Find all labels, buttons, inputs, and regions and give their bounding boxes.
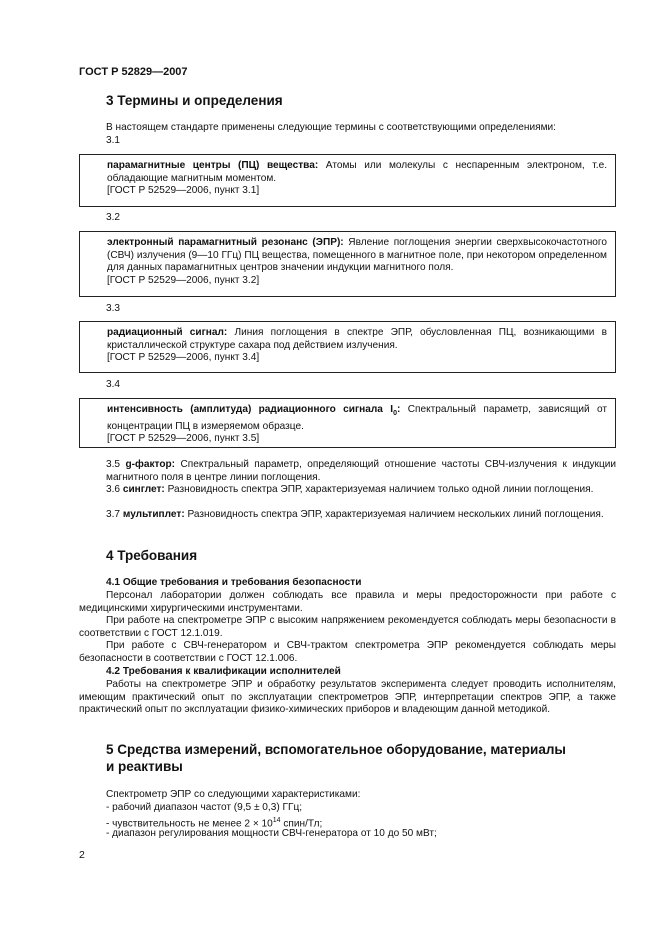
term-subscript: 0 xyxy=(393,410,397,418)
term-box xyxy=(79,231,616,297)
page-number: 2 xyxy=(79,849,85,861)
item-term: g-фактор: xyxy=(125,459,176,470)
term-reference: [ГОСТ Р 52529—2006, пункт 3.2] xyxy=(107,274,260,286)
list-item-text: - чувствительность не менее 2 × 10 xyxy=(106,818,273,830)
term-number: 3.4 xyxy=(106,379,121,390)
section-3-intro: В настоящем стандарте применены следующие термины с соответствующими определениями: xyxy=(106,122,556,133)
item-number: 3.6 xyxy=(106,484,121,495)
term-definition: Явление поглощения энергии сверхвысокочастотного (СВЧ) излучения (9—10 ГГц) ПЦ вещества, помещенного в магнитное поле, при некотором определенном для данных парамагнитных центров значении индукции магнитного поля. xyxy=(107,237,607,273)
section-5-title-line-1: 5 Средства измерений, вспомогательное оборудование, материалы xyxy=(106,742,566,757)
exponent: 14 xyxy=(272,817,281,824)
subsection-4-1-title: 4.1 Общие требования и требования безопасности xyxy=(106,577,362,588)
term-name: радиационный сигнал: xyxy=(107,327,228,338)
term-definition: Линия поглощения в спектре ЭПР, обусловленная ПЦ, возникающими в кристаллической структуре сахара под действием излучения. xyxy=(107,327,607,351)
subsection-4-2-title: 4.2 Требования к квалификации исполнителей xyxy=(106,666,341,677)
term-reference: [ГОСТ Р 52529—2006, пункт 3.5] xyxy=(107,433,260,445)
paragraph: При работе на спектрометре ЭПР с высоким напряжением рекомендуется соблюдать меры безопасности в соответствии с ГОСТ 12.1.019. xyxy=(79,615,616,639)
item-definition: Разновидность спектра ЭПР, характеризуемая наличием нескольких линий поглощения. xyxy=(184,509,604,520)
section-5-title-line-2: и реактивы xyxy=(106,759,183,774)
term-definition: Спектральный параметр, зависящий от концентрации ПЦ в измеряемом образце. xyxy=(107,404,607,432)
paragraph: Спектрометр ЭПР со следующими характеристиками: xyxy=(106,789,361,800)
paragraph: Работы на спектрометре ЭПР и обработку результатов эксперимента следует проводить исполнителям, имеющим практический опыт по эксплуатации спектрометров ЭПР, интерпретации спектров ЭПР, а также практический опыт по эксплуатации физико-химических приборов и владеющим данной методикой. xyxy=(79,679,616,715)
section-4-title: 4 Требования xyxy=(106,548,198,563)
list-item-tail: спин/Тл; xyxy=(280,818,323,830)
item-term: синглет: xyxy=(122,484,165,495)
term-reference: [ГОСТ Р 52529—2006, пункт 3.1] xyxy=(107,185,260,196)
standard-header: ГОСТ Р 52829—2007 xyxy=(79,66,188,78)
term-item xyxy=(79,484,616,497)
term-name: электронный парамагнитный резонанс (ЭПР): xyxy=(107,237,344,248)
item-number: 3.5 xyxy=(106,459,121,470)
paragraph: Персонал лаборатории должен соблюдать все правила и меры предосторожности при работе с медицинскими хирургическими инструментами. xyxy=(79,590,616,614)
term-definition: Атомы или молекулы с неспаренным электроном, т.е. обладающие магнитным моментом. xyxy=(107,160,607,184)
item-definition: Спектральный параметр, определяющий отношение частоты СВЧ-излучения к индукции магнитного поля в центре линии поглощения. xyxy=(106,459,617,483)
term-number: 3.1 xyxy=(106,135,121,146)
paragraph: При работе с СВЧ-генератором и СВЧ-трактом спектрометра ЭПР рекомендуется соблюдать меры безопасности в соответствии с ГОСТ 12.1.006. xyxy=(79,640,616,664)
term-reference: [ГОСТ Р 52529—2006, пункт 3.4] xyxy=(107,352,260,363)
term-number: 3.3 xyxy=(106,303,121,314)
term-name: интенсивность (амплитуда) радиационного сигнала I xyxy=(107,404,394,415)
item-number: 3.7 xyxy=(106,509,121,520)
term-box xyxy=(79,321,616,373)
section-3-title: 3 Термины и определения xyxy=(106,93,283,108)
item-definition: Разновидность спектра ЭПР, характеризуемая наличием только одной линии поглощения. xyxy=(164,484,594,495)
term-name-tail: : xyxy=(396,404,401,415)
list-item: - рабочий диапазон частот (9,5 ± 0,3) ГГц; xyxy=(106,802,303,813)
term-item xyxy=(79,509,616,522)
term-number: 3.2 xyxy=(106,212,121,223)
term-box xyxy=(79,398,616,448)
term-box xyxy=(79,154,616,207)
list-item: - диапазон регулирования мощности СВЧ-генератора от 10 до 50 мВт; xyxy=(106,828,437,839)
term-item xyxy=(106,459,616,484)
item-term: мультиплет: xyxy=(122,509,185,520)
term-name: парамагнитные центры (ПЦ) вещества: xyxy=(107,160,319,171)
